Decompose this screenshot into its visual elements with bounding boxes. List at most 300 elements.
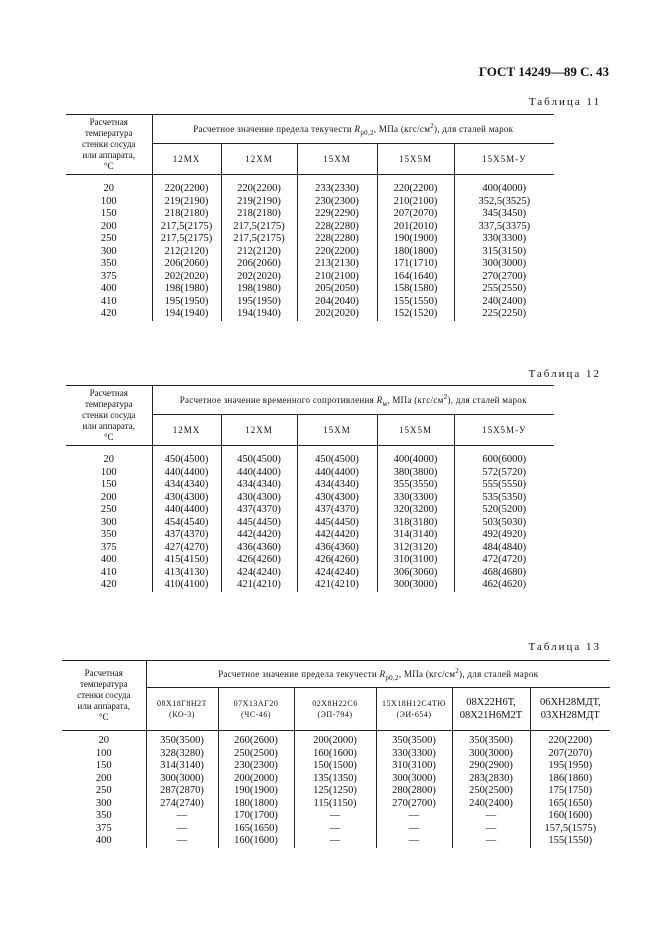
value-cell: 350(3500): [452, 735, 530, 748]
temperature-cell: 150: [100, 208, 117, 219]
table-row: [66, 542, 554, 555]
table-row: [66, 296, 554, 309]
value-cell: —: [452, 823, 530, 836]
temperature-cell: 20: [103, 454, 114, 465]
row-header-line: или аппарата,: [82, 150, 135, 160]
row-header-line: °С: [98, 712, 109, 722]
temperature-cell: 200: [100, 220, 117, 232]
value-cell: 310(3100): [377, 554, 454, 567]
row-header-line: стенки сосуда: [82, 410, 136, 420]
value-cell: 152(1520): [377, 308, 454, 321]
value-cell: —: [146, 810, 218, 823]
value-cell: 220(2200): [530, 735, 610, 748]
value-cell: 434(4340): [152, 479, 221, 492]
table-row: [66, 529, 554, 542]
temperature-cell: 100: [95, 747, 112, 759]
temperature-cell: 100: [100, 195, 117, 207]
span-header-sub: p0,2: [385, 673, 399, 682]
temperature-cell: 300: [100, 245, 117, 257]
value-cell: 270(2700): [454, 271, 554, 284]
row-header-line: Расчетная: [89, 117, 128, 127]
value-cell: 220(2200): [221, 183, 297, 196]
value-cell: 572(5720): [454, 467, 554, 480]
span-header-prefix: Расчетное значение предела текучести: [218, 668, 380, 679]
row-header-line: Расчетная: [89, 388, 128, 398]
value-cell: 274(2740): [146, 798, 218, 811]
value-cell: 330(3300): [377, 492, 454, 505]
value-cell: 440(4400): [221, 467, 297, 480]
temperature-cell: 250: [100, 504, 117, 515]
value-cell: 436(4360): [297, 542, 377, 555]
temperature-cell: 400: [100, 283, 117, 294]
temperature-cell: 375: [95, 822, 112, 834]
table-row: [62, 823, 610, 836]
value-cell: 195(1950): [152, 296, 221, 309]
value-cell: 492(4920): [454, 529, 554, 542]
value-cell: 280(2800): [376, 785, 452, 798]
value-cell: —: [376, 810, 452, 823]
temperature-cell: 100: [100, 466, 117, 478]
value-cell: 312(3120): [377, 542, 454, 555]
table-row: [66, 258, 554, 271]
column-header-line: (ЧС-46): [240, 710, 272, 719]
value-cell: 600(6000): [454, 454, 554, 467]
row-header-line: стенки сосуда: [82, 139, 136, 149]
table-row: [62, 748, 610, 761]
value-cell: 210(2100): [297, 271, 377, 284]
value-cell: 472(4720): [454, 554, 554, 567]
value-cell: 330(3300): [376, 748, 452, 761]
column-header: 12МХ: [152, 415, 221, 446]
value-cell: 202(2020): [221, 271, 297, 284]
span-header-symbol: R: [354, 123, 361, 134]
span-header-sup: 2: [455, 666, 460, 675]
table-row: [66, 467, 554, 480]
temperature-cell: 350: [100, 529, 117, 540]
value-cell: 352,5(3525): [454, 196, 554, 209]
value-cell: 250(2500): [218, 748, 294, 761]
value-cell: 200(2000): [218, 773, 294, 786]
value-cell: 283(2830): [452, 773, 530, 786]
value-cell: 315(3150): [454, 246, 554, 259]
value-cell: —: [452, 810, 530, 823]
value-cell: 157,5(1575): [530, 823, 610, 836]
value-cell: 318(3180): [377, 517, 454, 530]
row-header-line: стенки сосуда: [77, 690, 131, 700]
data-table: [66, 114, 554, 321]
value-cell: 115(1150): [294, 798, 376, 811]
value-cell: 270(2700): [376, 798, 452, 811]
table-row: [62, 835, 610, 848]
column-header-line: 03ХН28МДТ: [540, 710, 600, 721]
value-cell: 202(2020): [297, 308, 377, 321]
temperature-cell: 410: [100, 295, 117, 307]
value-cell: 155(1550): [530, 835, 610, 848]
value-cell: 337,5(3375): [454, 221, 554, 234]
table-row: [62, 785, 610, 798]
column-header: 12ХМ: [221, 415, 297, 446]
column-header: [146, 688, 218, 731]
value-cell: 180(1800): [377, 246, 454, 259]
temperature-cell: 300: [100, 516, 117, 528]
value-cell: 201(2010): [377, 221, 454, 234]
value-cell: 484(4840): [454, 542, 554, 555]
temperature-cell: 200: [95, 772, 112, 784]
value-cell: 240(2400): [454, 296, 554, 309]
span-header-sub: p0,2: [360, 128, 374, 137]
row-header-line: температура: [79, 679, 128, 689]
value-cell: 165(1650): [218, 823, 294, 836]
value-cell: 450(4500): [152, 454, 221, 467]
value-cell: 320(3200): [377, 504, 454, 517]
temperature-cell: 20: [98, 735, 109, 746]
table-row: [62, 760, 610, 773]
value-cell: 400(4000): [454, 183, 554, 196]
value-cell: 430(4300): [221, 492, 297, 505]
row-header-line: температура: [84, 128, 133, 138]
value-cell: 212(2120): [221, 246, 297, 259]
row-header-line: или аппарата,: [82, 421, 135, 431]
value-cell: 213(2130): [297, 258, 377, 271]
value-cell: 450(4500): [221, 454, 297, 467]
value-cell: 190(1900): [377, 233, 454, 246]
span-header: [152, 386, 554, 415]
value-cell: 225(2250): [454, 308, 554, 321]
value-cell: 290(2900): [452, 760, 530, 773]
value-cell: —: [294, 823, 376, 836]
value-cell: 426(4260): [297, 554, 377, 567]
value-cell: —: [294, 810, 376, 823]
row-header: [66, 386, 152, 446]
span-header: [152, 115, 554, 144]
value-cell: 233(2330): [297, 183, 377, 196]
span-header-sup: 2: [443, 392, 448, 401]
value-cell: 454(4540): [152, 517, 221, 530]
temperature-cell: 150: [100, 479, 117, 490]
column-header-line: (КО-3): [169, 710, 195, 719]
value-cell: 287(2870): [146, 785, 218, 798]
column-header-line: (ЭП-794): [317, 710, 353, 719]
column-header: [294, 688, 376, 731]
value-cell: 219(2190): [152, 196, 221, 209]
table-row: [66, 233, 554, 246]
value-cell: 306(3060): [377, 567, 454, 580]
table-row: [66, 183, 554, 196]
value-cell: 413(4130): [152, 567, 221, 580]
value-cell: 503(5030): [454, 517, 554, 530]
value-cell: 437(4370): [297, 504, 377, 517]
span-header: [146, 661, 610, 688]
value-cell: 421(4210): [221, 579, 297, 592]
value-cell: 194(1940): [152, 308, 221, 321]
column-header: [218, 688, 294, 731]
value-cell: —: [376, 823, 452, 836]
table-row: [66, 504, 554, 517]
table-row: [66, 196, 554, 209]
value-cell: 380(3800): [377, 467, 454, 480]
table-row: [66, 492, 554, 505]
table-row: [62, 735, 610, 748]
table-row: [62, 773, 610, 786]
row-header-line: температура: [84, 399, 133, 409]
value-cell: 229(2290): [297, 208, 377, 221]
table-row: [66, 221, 554, 234]
value-cell: 205(2050): [297, 283, 377, 296]
value-cell: 217,5(2175): [221, 233, 297, 246]
column-header-line: 07Х13АГ20: [233, 699, 279, 708]
value-cell: 410(4100): [152, 579, 221, 592]
value-cell: 300(3000): [377, 579, 454, 592]
value-cell: 328(3280): [146, 748, 218, 761]
column-header: [376, 688, 452, 731]
column-header-line: 02Х8Н22С6: [312, 699, 358, 708]
value-cell: 207(2070): [377, 208, 454, 221]
span-header-sub: м: [382, 399, 388, 408]
value-cell: 207(2070): [530, 748, 610, 761]
value-cell: 421(4210): [297, 579, 377, 592]
value-cell: 555(5550): [454, 479, 554, 492]
value-cell: 240(2400): [452, 798, 530, 811]
temperature-cell: 375: [100, 541, 117, 553]
value-cell: 204(2040): [297, 296, 377, 309]
value-cell: 535(5350): [454, 492, 554, 505]
value-cell: 300(3000): [146, 773, 218, 786]
value-cell: 206(2060): [221, 258, 297, 271]
table-caption: Таблица 12: [528, 368, 601, 380]
value-cell: 424(4240): [297, 567, 377, 580]
value-cell: 300(3000): [454, 258, 554, 271]
value-cell: —: [146, 835, 218, 848]
table-row: [66, 208, 554, 221]
table-row: [62, 798, 610, 811]
value-cell: 164(1640): [377, 271, 454, 284]
row-header-line: или аппарата,: [77, 701, 130, 711]
table-caption: Таблица 11: [528, 96, 601, 108]
table-row: [66, 517, 554, 530]
value-cell: —: [452, 835, 530, 848]
value-cell: 228(2280): [297, 233, 377, 246]
value-cell: 434(4340): [297, 479, 377, 492]
row-header: [62, 661, 146, 731]
temperature-cell: 420: [100, 579, 117, 590]
value-cell: 171(1710): [377, 258, 454, 271]
value-cell: 330(3300): [454, 233, 554, 246]
temperature-cell: 400: [95, 835, 112, 846]
temperature-cell: 250: [95, 785, 112, 796]
temperature-cell: 420: [100, 308, 117, 319]
value-cell: 440(4400): [152, 467, 221, 480]
span-header-end: ), для сталей марок: [434, 123, 514, 134]
temperature-cell: 350: [95, 810, 112, 821]
value-cell: 355(3550): [377, 479, 454, 492]
value-cell: 160(1600): [294, 748, 376, 761]
table-row: [62, 810, 610, 823]
value-cell: 202(2020): [152, 271, 221, 284]
value-cell: 314(3140): [377, 529, 454, 542]
value-cell: 520(5200): [454, 504, 554, 517]
value-cell: 218(2180): [221, 208, 297, 221]
value-cell: 424(4240): [221, 567, 297, 580]
temperature-cell: 150: [95, 760, 112, 771]
value-cell: 190(1900): [218, 785, 294, 798]
table-row: [66, 567, 554, 580]
value-cell: 195(1950): [221, 296, 297, 309]
span-header-suffix: , МПа (кгс/см: [387, 394, 444, 405]
table-row: [66, 271, 554, 284]
value-cell: 430(4300): [152, 492, 221, 505]
span-header-prefix: Расчетное значение временного сопротивления: [179, 394, 377, 405]
column-header-line: 08Х21Н6М2Т: [459, 710, 523, 721]
value-cell: 400(4000): [377, 454, 454, 467]
value-cell: 440(4400): [297, 467, 377, 480]
value-cell: 210(2100): [377, 196, 454, 209]
value-cell: 434(4340): [221, 479, 297, 492]
column-header: 15Х5М-У: [454, 144, 554, 175]
column-header: 15Х5М: [377, 144, 454, 175]
table-row: [66, 479, 554, 492]
temperature-cell: 300: [95, 797, 112, 809]
value-cell: 442(4420): [297, 529, 377, 542]
column-header-line: 06ХН28МДТ,: [539, 697, 601, 708]
value-cell: 462(4620): [454, 579, 554, 592]
value-cell: 260(2600): [218, 735, 294, 748]
value-cell: 442(4420): [221, 529, 297, 542]
table-row: [66, 246, 554, 259]
row-header-line: °С: [103, 432, 114, 442]
value-cell: 217,5(2175): [152, 233, 221, 246]
value-cell: 158(1580): [377, 283, 454, 296]
column-header: 15Х5М: [377, 415, 454, 446]
value-cell: 150(1500): [294, 760, 376, 773]
row-header-line: Расчетная: [84, 668, 123, 678]
value-cell: 186(1860): [530, 773, 610, 786]
value-cell: 200(2000): [294, 735, 376, 748]
span-header-end: ), для сталей марок: [459, 668, 539, 679]
value-cell: 125(1250): [294, 785, 376, 798]
table-row: [66, 454, 554, 467]
span-header-symbol: R: [376, 394, 383, 405]
value-cell: 165(1650): [530, 798, 610, 811]
span-header-suffix: , МПа (кгс/см: [373, 123, 431, 134]
table-row: [66, 308, 554, 321]
value-cell: 450(4500): [297, 454, 377, 467]
value-cell: 212(2120): [152, 246, 221, 259]
value-cell: 217,5(2175): [152, 221, 221, 234]
column-header: 15ХМ: [297, 415, 377, 446]
row-header-line: °С: [103, 161, 114, 171]
value-cell: 220(2200): [377, 183, 454, 196]
table-row: [66, 579, 554, 592]
value-cell: 255(2550): [454, 283, 554, 296]
table-caption: Таблица 13: [528, 641, 601, 653]
value-cell: 436(4360): [221, 542, 297, 555]
page-header: ГОСТ 14249—89 С. 43: [478, 64, 609, 79]
value-cell: 426(4260): [221, 554, 297, 567]
column-header: 12ХМ: [221, 144, 297, 175]
value-cell: 228(2280): [297, 221, 377, 234]
table-row: [66, 554, 554, 567]
value-cell: —: [376, 835, 452, 848]
data-table: [66, 385, 554, 592]
column-header: 15ХМ: [297, 144, 377, 175]
column-header-line: 08Х22Н6Т,: [466, 697, 516, 708]
temperature-cell: 350: [100, 258, 117, 269]
value-cell: 219(2190): [221, 196, 297, 209]
value-cell: 220(2200): [152, 183, 221, 196]
column-header: [452, 688, 530, 731]
value-cell: 437(4370): [152, 529, 221, 542]
column-header: 12МХ: [152, 144, 221, 175]
value-cell: 415(4150): [152, 554, 221, 567]
value-cell: 135(1350): [294, 773, 376, 786]
temperature-cell: 250: [100, 233, 117, 244]
value-cell: —: [146, 823, 218, 836]
value-cell: 310(3100): [376, 760, 452, 773]
value-cell: 194(1940): [221, 308, 297, 321]
value-cell: 180(1800): [218, 798, 294, 811]
column-header: [530, 688, 610, 731]
value-cell: 206(2060): [152, 258, 221, 271]
span-header-end: ), для сталей марок: [447, 394, 527, 405]
value-cell: 445(4450): [221, 517, 297, 530]
table-row: [66, 283, 554, 296]
value-cell: 155(1550): [377, 296, 454, 309]
temperature-cell: 200: [100, 491, 117, 503]
span-header-symbol: R: [379, 668, 386, 679]
value-cell: 170(1700): [218, 810, 294, 823]
value-cell: 430(4300): [297, 492, 377, 505]
value-cell: 160(1600): [218, 835, 294, 848]
temperature-cell: 410: [100, 566, 117, 578]
value-cell: 314(3140): [146, 760, 218, 773]
temperature-cell: 375: [100, 270, 117, 282]
value-cell: 195(1950): [530, 760, 610, 773]
value-cell: 198(1980): [152, 283, 221, 296]
column-header-line: 08Х18Г8Н2Т: [156, 699, 208, 708]
column-header-line: (ЭИ-654): [396, 710, 432, 719]
value-cell: 198(1980): [221, 283, 297, 296]
value-cell: 175(1750): [530, 785, 610, 798]
value-cell: 440(4400): [152, 504, 221, 517]
value-cell: 350(3500): [376, 735, 452, 748]
value-cell: 468(4680): [454, 567, 554, 580]
column-header-line: 15Х18Н12С4ТЮ: [382, 699, 446, 708]
value-cell: 230(2300): [297, 196, 377, 209]
value-cell: 250(2500): [452, 785, 530, 798]
data-table: [62, 660, 610, 848]
temperature-cell: 20: [103, 183, 114, 194]
value-cell: 217,5(2175): [221, 221, 297, 234]
value-cell: 427(4270): [152, 542, 221, 555]
value-cell: 160(1600): [530, 810, 610, 823]
value-cell: 345(3450): [454, 208, 554, 221]
span-header-suffix: , МПа (кгс/см: [398, 668, 456, 679]
span-header-sup: 2: [430, 121, 435, 130]
value-cell: 300(3000): [452, 748, 530, 761]
value-cell: 220(2200): [297, 246, 377, 259]
row-header: [66, 115, 152, 175]
value-cell: 445(4450): [297, 517, 377, 530]
temperature-cell: 400: [100, 554, 117, 565]
value-cell: —: [294, 835, 376, 848]
span-header-prefix: Расчетное значение предела текучести: [193, 123, 355, 134]
column-header: 15Х5М-У: [454, 415, 554, 446]
value-cell: 300(3000): [376, 773, 452, 786]
value-cell: 350(3500): [146, 735, 218, 748]
value-cell: 218(2180): [152, 208, 221, 221]
value-cell: 437(4370): [221, 504, 297, 517]
value-cell: 230(2300): [218, 760, 294, 773]
